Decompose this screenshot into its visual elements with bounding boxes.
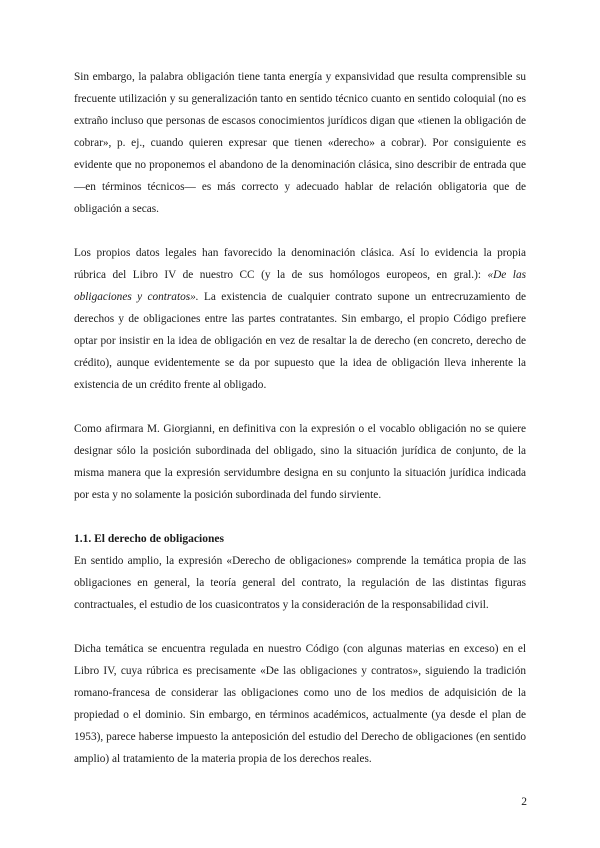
- paragraph-3: Como afirmara M. Giorgianni, en definitiva con la expresión o el vocablo obligación no se quiere designar sólo la posición subordinada del obligado, sino la situación jurídica de conjunto, de la misma manera que la expresión servidumbre designa en su conjunto la situación jurídica indicada por esta y no solamente la posición subordinada del fundo sirviente.: [74, 423, 526, 501]
- section-heading: 1.1. El derecho de obligaciones: [74, 533, 224, 545]
- paragraph-1: Sin embargo, la palabra obligación tiene tanta energía y expansividad que resulta comprensible su frecuente utilización y su generalización tanto en sentido técnico cuanto en sentido coloquial (no es extraño incluso que personas de escasos conocimientos jurídicos digan que «tienen la obligación de cobrar», p. ej., cuando quieren expresar que tienen «derecho» a cobrar). Por consiguiente es evidente que no proponemos el abandono de la denominación clásica, sino describir de entrada que —en términos técnicos— es más correcto y adecuado hablar de relación obligatoria que de obligación a secas.: [74, 71, 526, 215]
- paragraph-5: Dicha temática se encuentra regulada en nuestro Código (con algunas materias en exceso) en el Libro IV, cuya rúbrica es precisamente «De las obligaciones y contratos», siguiendo la tradición romano-francesa de considerar las obligaciones como uno de los medios de adquisición de la propiedad o el dominio. Sin embargo, en términos académicos, actualmente (ya desde el plan de 1953), parece haberse impuesto la anteposición del estudio del Derecho de obligaciones (en sentido amplio) al tratamiento de la materia propia de los derechos reales.: [74, 643, 526, 765]
- paragraph-2-text-start: Los propios datos legales han favorecido la denominación clásica. Así lo evidencia la propia rúbrica del Libro IV de nuestro CC (y la de sus homólogos europeos, en gral.):: [74, 247, 526, 281]
- paragraph-2-text-end: La existencia de cualquier contrato supone un entrecruzamiento de derechos y de obligaciones entre las partes contratantes. Sin embargo, el propio Código prefiere optar por insistir en la idea de obligación en vez de resaltar la de derecho (en concreto, derecho de crédito), aunque evidentemente se da por supuesto que la idea de obligación lleva inherente la existencia de un crédito frente al obligado.: [74, 291, 527, 391]
- page-number: 2: [521, 796, 527, 808]
- paragraph-4: En sentido amplio, la expresión «Derecho de obligaciones» comprende la temática propia de las obligaciones en general, la teoría general del contrato, la regulación de las distintas figuras contractuales, el estudio de los cuasicontratos y la consideración de la responsabilidad civil.: [74, 555, 526, 611]
- book-title-italic: «De las obligaciones y contratos».: [74, 269, 526, 303]
- document-page: [74, 66, 526, 792]
- paragraph-2: [74, 242, 526, 396]
